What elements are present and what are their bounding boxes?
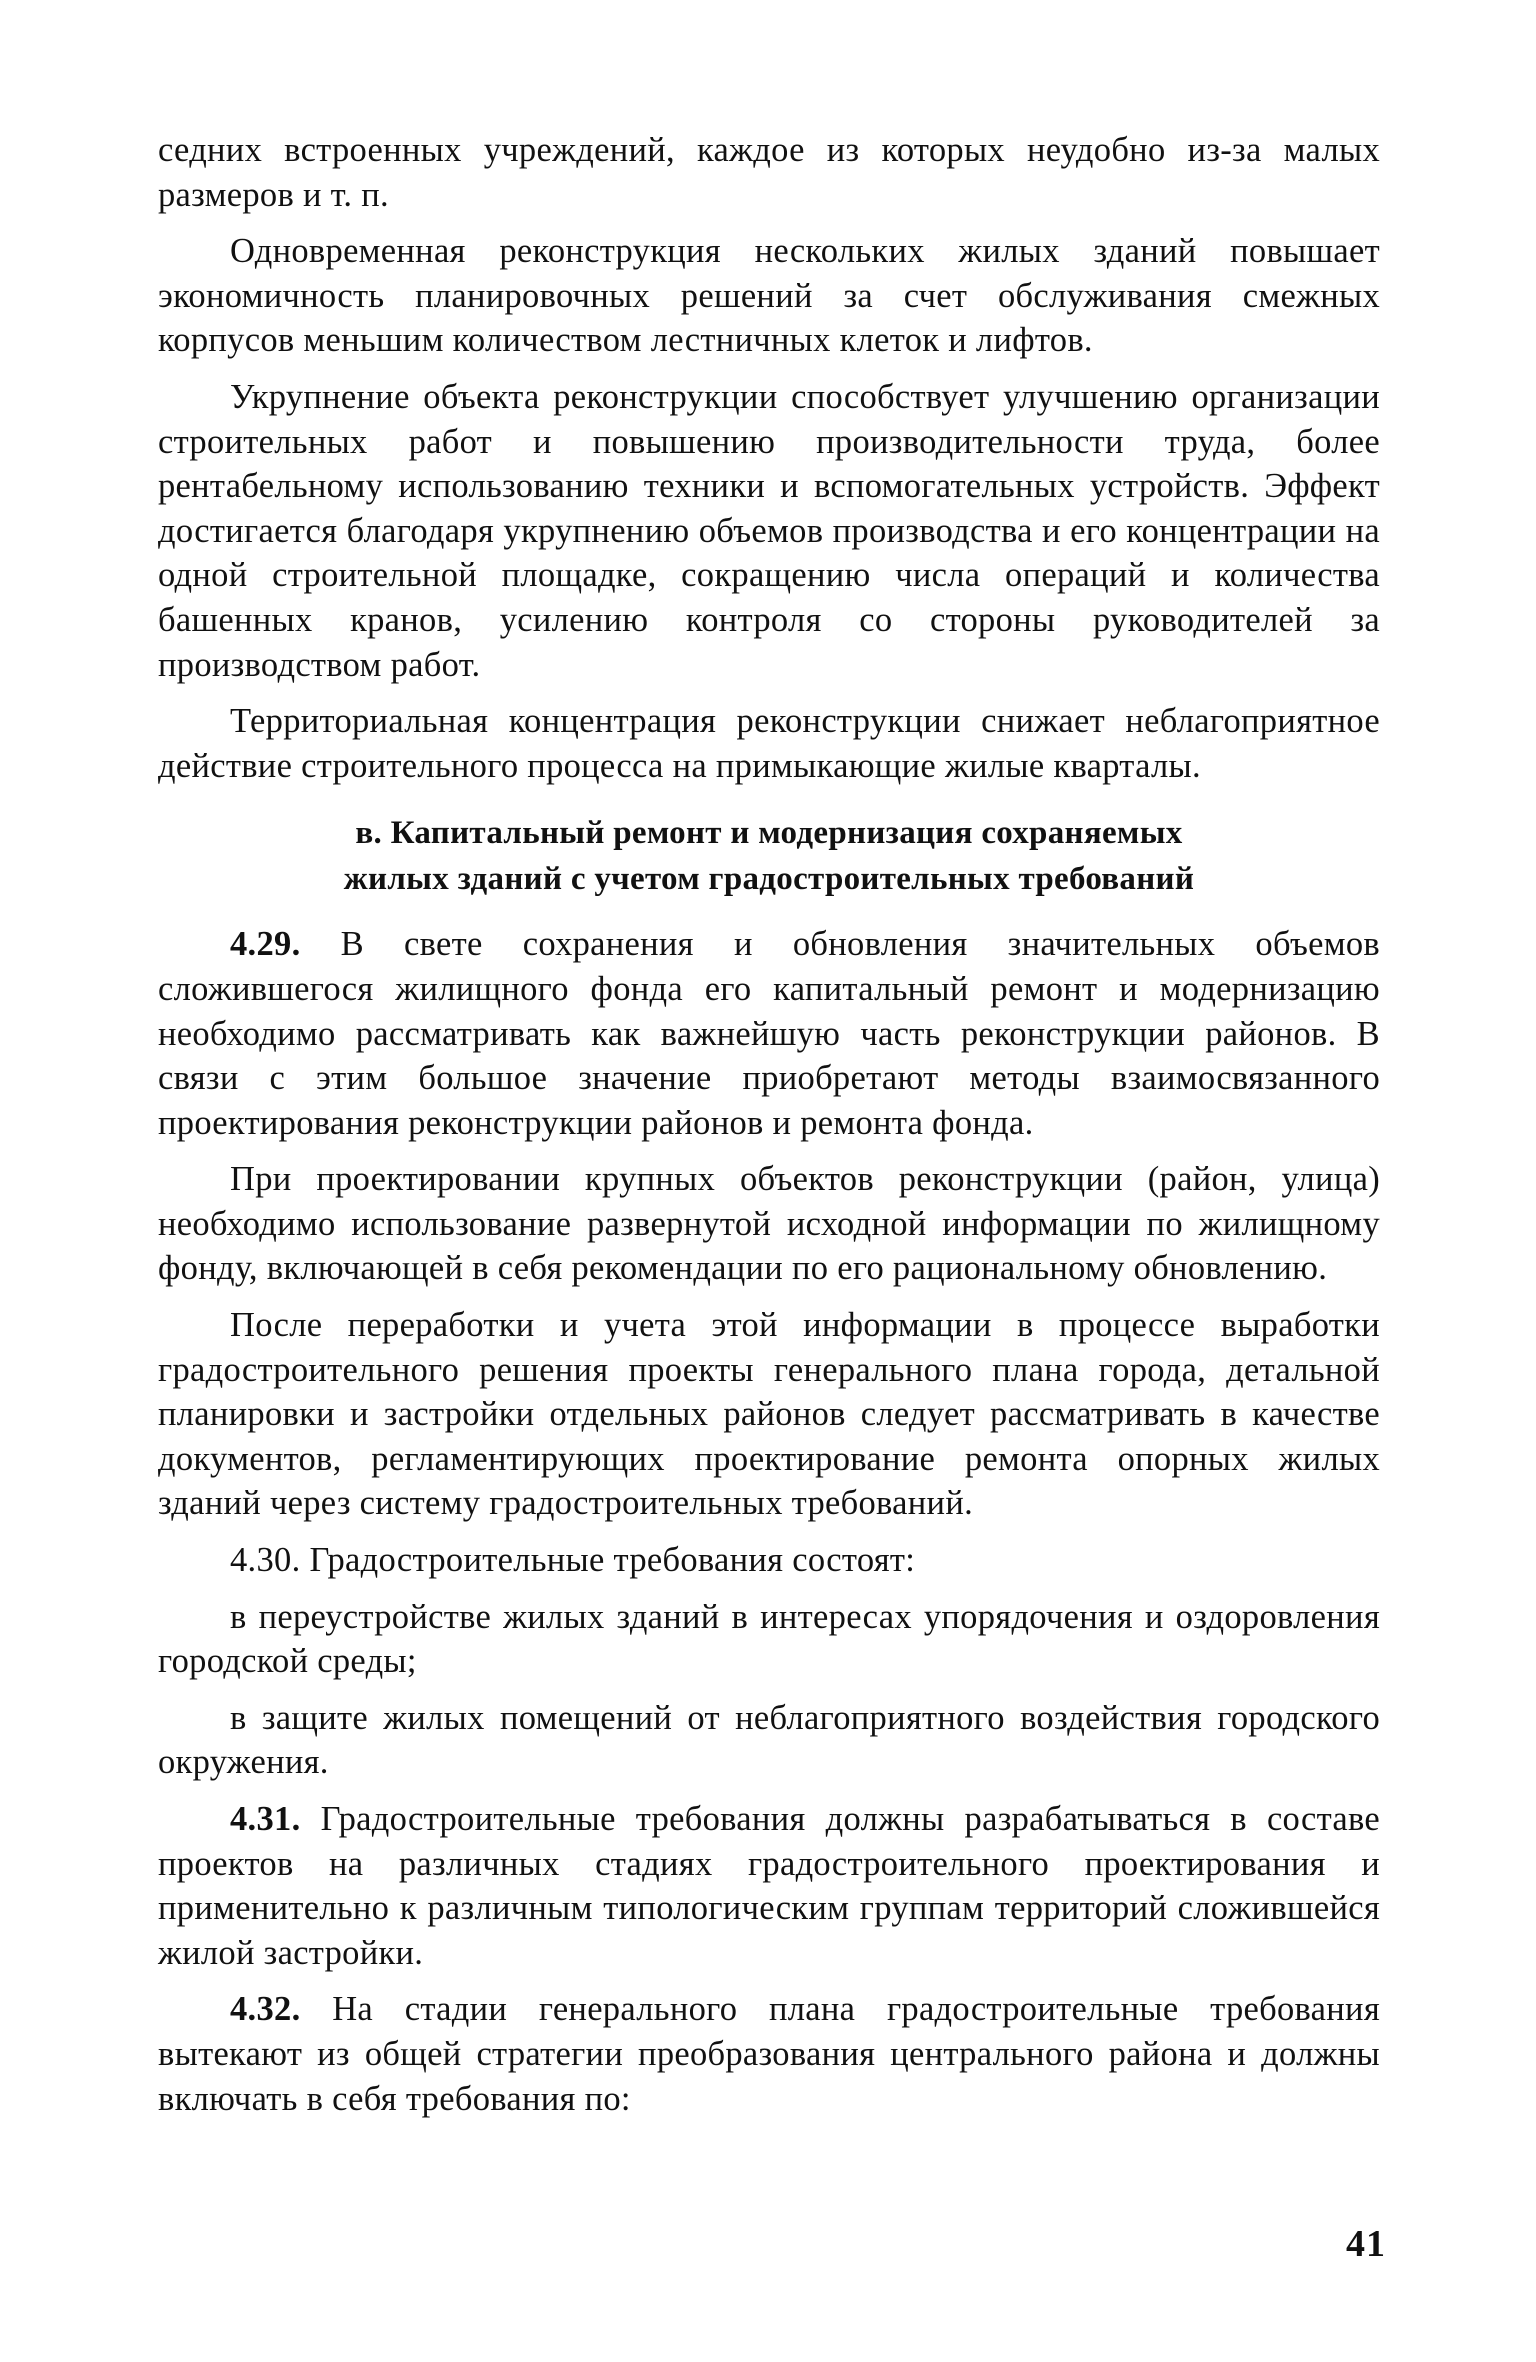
paragraph-restructuring: в переустройстве жилых зданий в интересах упорядочения и оздоровления городской среды; bbox=[158, 1597, 1380, 1681]
document-page bbox=[158, 128, 1380, 2133]
paragraph-continuation: седних встроенных учреждений, каждое из которых неудобно из-за малых размеров и т. п. bbox=[158, 131, 1380, 214]
item-number: 4.29. bbox=[230, 925, 301, 964]
item-text: В свете сохранения и обновления значительных объемов сложившегося жилищного фонда его капитальный ремонт и модернизацию необходимо рассматривать как важнейшую часть реконструкции районов. В связи с этим большое значение приобретают методы взаимосвязанного проектирования реконструкции районов и ремонта фонда. bbox=[158, 925, 1380, 1142]
paragraph-territorial-concentration: Территориальная концентрация реконструкции снижает неблагоприятное действие строительного процесса на примыкающие жилые кварталы. bbox=[158, 702, 1380, 785]
paragraph-after-processing: После переработки и учета этой информации в процессе выработки градостроительного решения проекты генерального плана города, детальной планировки и застройки отдельных районов следует рассматривать в качестве документов, регламентирующих проектирование ремонта опорных жилых зданий через систему градостроительных требований. bbox=[158, 1306, 1380, 1523]
paragraph-simultaneous-reconstruction: Одновременная реконструкция нескольких жилых зданий повышает экономичность планировочных решений за счет обслуживания смежных корпусов меньшим количеством лестничных клеток и лифтов. bbox=[158, 232, 1380, 360]
item-4-31 bbox=[158, 1797, 1380, 1975]
item-number: 4.32. bbox=[230, 1990, 301, 2029]
item-text: Градостроительные требования должны разрабатываться в составе проектов на различных стадиях градостроительного проектирования и применительно к различным типологическим группам территорий сложившейся жилой застройки. bbox=[158, 1800, 1380, 1972]
section-heading bbox=[158, 810, 1380, 902]
item-4-32 bbox=[158, 1987, 1380, 2121]
paragraph-enlargement: Укрупнение объекта реконструкции способствует улучшению организации строительных работ и повышению производительности труда, более рентабельному использованию техники и вспомогательных устройств. Эффект достигается благодаря укрупнению объемов производства и его концентрации на одной строительной площадке, сокращению числа операций и количества башенных кранов, усилению контроля со стороны руководителей за производством работ. bbox=[158, 377, 1380, 684]
item-text: На стадии генерального плана градостроительные требования вытекают из общей стратегии преобразования центрального района и должны включать в себя требования по: bbox=[158, 1990, 1380, 2118]
item-4-29 bbox=[158, 922, 1380, 1145]
paragraph-protection: в защите жилых помещений от неблагоприятного воздействия городского окружения. bbox=[158, 1698, 1380, 1782]
item-number: 4.31. bbox=[230, 1800, 301, 1838]
section-heading-line2: жилых зданий с учетом градостроительных требований bbox=[343, 861, 1195, 898]
item-number: 4.30. bbox=[230, 1541, 301, 1580]
item-text: Градостроительные требования состоят: bbox=[309, 1541, 916, 1580]
page-number: 41 bbox=[1346, 2223, 1386, 2265]
paragraph-large-objects: При проектировании крупных объектов реконструкции (район, улица) необходимо использование развернутой исходной информации по жилищному фонду, включающей в себя рекомендации по его рациональному обновлению. bbox=[158, 1160, 1380, 1288]
section-heading-line1: в. Капитальный ремонт и модернизация сохраняемых bbox=[355, 815, 1183, 852]
item-4-30 bbox=[158, 1538, 1380, 1583]
